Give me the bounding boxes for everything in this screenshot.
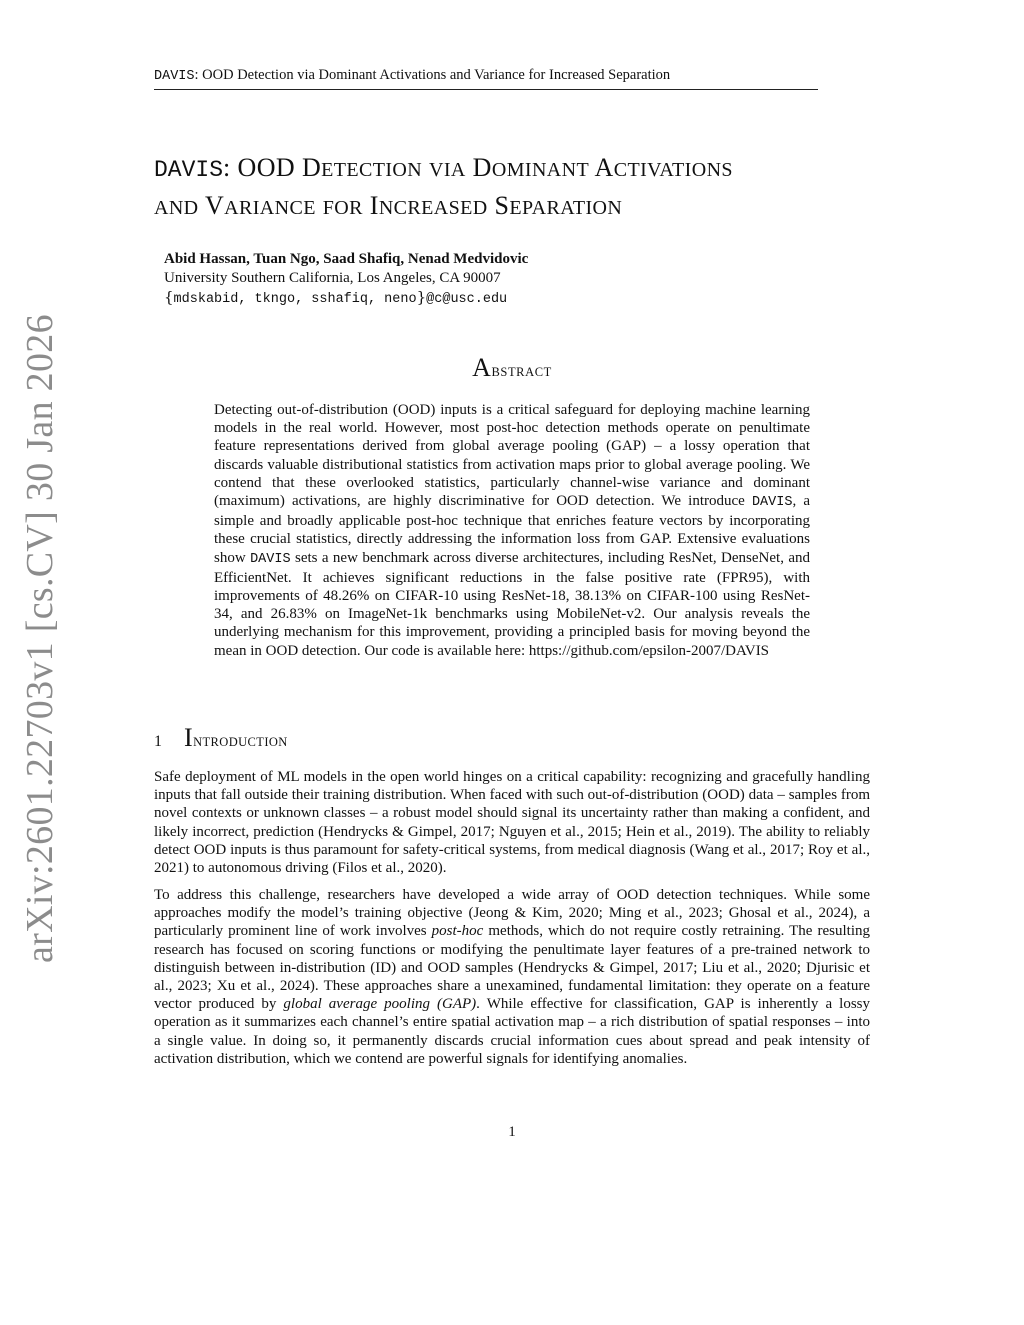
intro-paragraph-2-part-b: methods, which do not require costly retraining. The resulting research has focused on scoring functions or modifying the penultimate layer features of a pre-trained network to distinguish between in-distribution (ID) and OOD samples (Hendrycks & Gimpel, 2017; Liu et al., 2020; Djurisic et al., 2023; Xu et al., 2024). These approaches share a unexamined, fundamental limitation: they operate on a feature vector produced by — [154, 923, 870, 1013]
intro-paragraph-1: Safe deployment of ML models in the open world hinges on a critical capability: recognizing and gracefully handling inputs that fall outside their training distribution. When faced with such out-of-distribution (OOD) data – samples from novel contexts or unknown classes – a robust model should signal its uncertainty rather than making a confident, and likely incorrect, prediction (Hendrycks & Gimpel, 2017; Nguyen et al., 2015; Hein et al., 2019). The ability to reliably detect OOD inputs is thus paramount for safety-critical systems, from medical diagnosis (Wang et al., 2017; Roy et al., 2021) to autonomous driving (Filos et al., 2020). — [154, 769, 870, 877]
section-heading-introduction — [154, 723, 288, 753]
abstract-code-name-2: DAVIS — [250, 551, 291, 567]
email-brace-open: { — [164, 288, 174, 306]
paper-title — [154, 150, 884, 226]
abstract-body — [214, 401, 810, 660]
title-line-1-text: : OOD DETECTION VIA DOMINANT ACTIVATIONS — [223, 153, 733, 182]
abstract-text-2: , a simple and broadly applicable post-hoc technique that enriches feature vectors by incorporating these crucial statistics, directly addressing the information loss from GAP. Extensive evaluations show — [214, 493, 810, 566]
page-number: 1 — [508, 1124, 516, 1140]
running-header-text: : OOD Detection via Dominant Activations and Variance for Increased Separation — [194, 67, 671, 83]
intro-paragraph-2 — [154, 886, 870, 1068]
author-block — [164, 250, 864, 309]
intro-paragraph-2-part-a: To address this challenge, researchers have developed a wide array of OOD detection techniques. While some approaches modify the model’s training objective (Jeong & Kim, 2020; Ming et al., 2023; Ghosal et al., 2024), a particularly prominent line of work involves — [154, 887, 870, 940]
running-header-code-name: DAVIS — [154, 69, 195, 84]
intro-emphasis-post-hoc: post-hoc — [431, 923, 484, 940]
abstract-text-1: Detecting out-of-distribution (OOD) inputs is a critical safeguard for deploying machine learning models in the real world. However, most post-hoc detection methods operate on penultimate feature representations derived from global average pooling (GAP) – a lossy operation that discards valuable distributional statistics from activation maps prior to global average pooling. We contend that these overlooked statistics, particularly channel-wise variance and dominant (maximum) activations, are highly discriminative for OOD detection. We introduce — [214, 402, 810, 510]
intro-paragraph-2-part-c: . While effective for classification, GAP is inherently a lossy operation as it summarizes each channel’s entire spatial activation map – a rich distribution of spatial responses – into a single value. In doing so, it permanently discards crucial information cues about spread and peak intensity of activation distribution, which we contend are powerful signals for identifying anomalies. — [154, 996, 870, 1067]
email-brace-close: } — [416, 288, 427, 306]
email-usernames: mdskabid, tkngo, sshafiq, neno — [173, 292, 417, 307]
abstract-heading: ABSTRACT — [472, 353, 552, 382]
running-header — [154, 66, 818, 90]
title-line-2: AND VARIANCE FOR INCREASED SEPARATION — [154, 191, 623, 220]
email-domain: @c@usc.edu — [426, 292, 508, 307]
section-title: INTRODUCTION — [184, 723, 288, 752]
title-code-name: DAVIS — [154, 157, 224, 183]
arxiv-identifier-stamp: arXiv:2601.22703v1 [cs.CV] 30 Jan 2026 — [19, 314, 61, 963]
title-line-1 — [154, 150, 884, 188]
author-names: Abid Hassan, Tuan Ngo, Saad Shafiq, Nenad Medvidovic — [164, 251, 529, 267]
abstract-code-name-1: DAVIS — [751, 495, 793, 511]
author-affiliation: University Southern California, Los Angeles, CA 90007 — [164, 270, 501, 286]
author-emails — [164, 288, 864, 309]
section-number: 1 — [154, 733, 163, 750]
abstract-text-3: sets a new benchmark across diverse architectures, including ResNet, DenseNet, and EfficientNet. It achieves significant reductions in the false positive rate (FPR95), with improvements of 48.26% on CIFAR-10 using ResNet-18, 38.13% on CIFAR-100 using ResNet-34, and 26.83% on ImageNet-1k benchmarks using MobileNet-v2. Our analysis reveals the underlying mechanism for this improvement, providing a principled basis for moving beyond the mean in OOD detection. Our code is available here: https://github.com/epsilon-2007/DAVIS — [214, 549, 811, 659]
intro-emphasis-gap: global average pooling (GAP) — [283, 996, 477, 1013]
